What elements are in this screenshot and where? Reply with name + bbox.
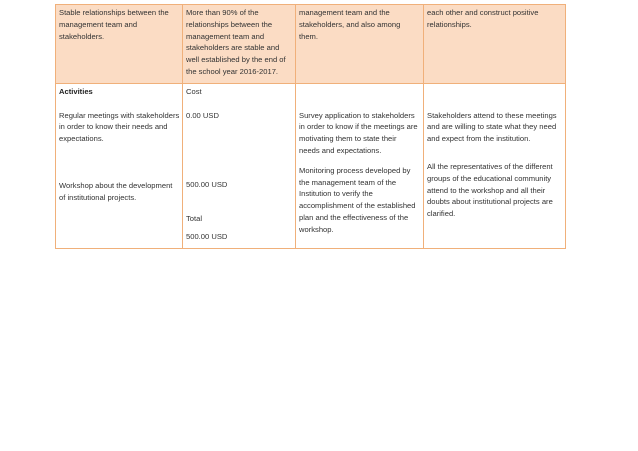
text-line: stakeholders, and also among <box>299 19 401 29</box>
text-line: management team and <box>59 19 138 29</box>
total-label: Total <box>186 214 203 224</box>
total-value: 500.00 USD <box>186 231 228 241</box>
spacer <box>299 157 420 165</box>
spacer <box>299 86 420 98</box>
text-line: Regular meetings with stakeholders <box>59 110 180 120</box>
cost-value: 500.00 USD <box>186 180 228 190</box>
objective-cell <box>56 5 183 84</box>
activities-heading: Activities <box>59 87 93 96</box>
spacer <box>186 121 292 179</box>
text-line: Workshop about the development <box>59 180 173 190</box>
text-line: More than 90% of the <box>186 8 259 17</box>
activities-cell <box>56 84 183 249</box>
text-line: All the representatives of the different <box>427 161 553 171</box>
text-line: stakeholders. <box>59 31 105 41</box>
text-line: in order to know their needs and <box>59 122 168 132</box>
document-table <box>55 4 566 249</box>
spacer <box>299 98 420 110</box>
text-line: workshop. <box>299 224 334 234</box>
text-line: clarified. <box>427 209 456 219</box>
text-line: management team and <box>186 31 265 41</box>
spacer <box>186 98 292 110</box>
text-line: management team and the <box>299 8 390 17</box>
indicator-cell <box>183 5 296 84</box>
text-line: Survey application to stakeholders <box>299 110 415 120</box>
spacer <box>427 145 562 161</box>
text-line: in order to know if the meetings are <box>299 122 418 132</box>
text-line: Stakeholders attend to these meetings <box>427 110 557 120</box>
cost-heading: Cost <box>186 87 202 96</box>
text-line: motivating them to state their <box>299 134 397 144</box>
text-line: Monitoring process developed by <box>299 165 411 175</box>
text-line: groups of the educational community <box>427 173 552 183</box>
text-line: the school year 2016-2017. <box>186 66 279 76</box>
spacer <box>59 145 179 180</box>
text-line: needs and expectations. <box>299 145 382 155</box>
text-line: the management team of the <box>299 177 397 187</box>
spacer <box>427 86 562 98</box>
text-line: relationships between the <box>186 19 273 29</box>
text-line: attend to the workshop and all their <box>427 185 546 195</box>
text-line: doubts about institutional projects are <box>427 197 553 207</box>
spacer <box>427 98 562 110</box>
spacer <box>186 191 292 213</box>
text-line: each other and construct positive <box>427 8 539 17</box>
cost-cell <box>183 84 296 249</box>
activities-row <box>56 84 566 249</box>
text-line: Stable relationships between the <box>59 8 169 17</box>
text-line: of institutional projects. <box>59 192 137 202</box>
assumption-cell <box>424 5 566 84</box>
text-line: stakeholders are stable and <box>186 43 280 53</box>
text-line: expectations. <box>59 134 104 144</box>
verification-cell <box>296 84 424 249</box>
text-line: Institution to verify the <box>299 189 373 199</box>
cost-value: 0.00 USD <box>186 110 219 120</box>
text-line: well established by the end of <box>186 55 286 65</box>
verification-cell <box>296 5 424 84</box>
text-line: and expect from the institution. <box>427 134 531 144</box>
objective-row <box>56 5 566 84</box>
text-line: relationships. <box>427 19 472 29</box>
spacer <box>59 98 179 110</box>
text-line: them. <box>299 31 318 41</box>
text-line: accomplishment of the established <box>299 201 416 211</box>
text-line: and are willing to state what they need <box>427 122 557 132</box>
assumption-cell <box>424 84 566 249</box>
text-line: plan and the effectiveness of the <box>299 212 409 222</box>
